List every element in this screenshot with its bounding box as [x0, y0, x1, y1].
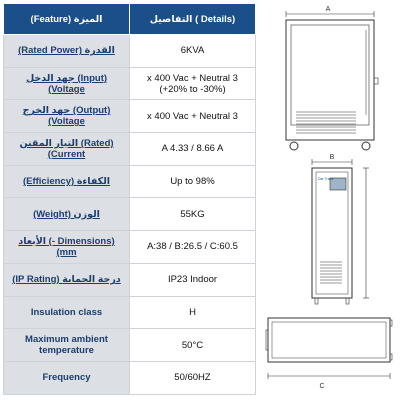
panel-brand-label: Dar Trans — [318, 177, 334, 181]
table-row — [4, 165, 256, 198]
feature-cell: (Efficiency) الكفاءة — [4, 165, 130, 198]
feature-cell: جهد الخرج (Output) (Voltage — [4, 100, 130, 133]
value-cell: IP23 Indoor — [130, 263, 256, 296]
spec-table — [3, 3, 256, 395]
table-row — [4, 35, 256, 68]
table-row — [4, 296, 256, 329]
dimension-a-label: A — [325, 6, 331, 13]
value-cell: 50°C — [130, 329, 256, 362]
dimension-b-label: B — [329, 154, 335, 161]
table-row — [4, 133, 256, 166]
feature-cell: (Weight) الوزن — [4, 198, 130, 231]
dimension-c-label: C — [319, 383, 325, 390]
table-header-row — [4, 4, 256, 35]
table-row — [4, 231, 256, 264]
value-cell: x 400 Vac + Neutral 3 (+20% to -30%) — [130, 67, 256, 100]
technical-drawings — [256, 0, 414, 416]
table-row — [4, 67, 256, 100]
table-row — [4, 263, 256, 296]
feature-cell: Frequency — [4, 361, 130, 394]
side-view-drawing — [286, 11, 378, 150]
table-row — [4, 361, 256, 394]
feature-cell: Maximum ambient temperature — [4, 329, 130, 362]
feature-column-header: (Feature) الميزة — [4, 4, 130, 35]
value-cell: 6KVA — [130, 35, 256, 68]
feature-cell: (Rated Power) القدرة — [4, 35, 130, 68]
value-cell: 50/60HZ — [130, 361, 256, 394]
value-cell: H — [130, 296, 256, 329]
value-cell: Up to 98% — [130, 165, 256, 198]
feature-cell: التيار المقنن (Rated) (Current — [4, 133, 130, 166]
top-view-drawing — [266, 318, 392, 379]
value-cell: A:38 / B:26.5 / C:60.5 — [130, 231, 256, 264]
table-row — [4, 100, 256, 133]
value-cell: A 4.33 / 8.66 A — [130, 133, 256, 166]
table-row — [4, 329, 256, 362]
feature-cell: Insulation class — [4, 296, 130, 329]
value-cell: 55KG — [130, 198, 256, 231]
feature-cell: الأبعاد (- Dimensions) (mm — [4, 231, 130, 264]
value-cell: x 400 Vac + Neutral 3 — [130, 100, 256, 133]
feature-cell: (IP Rating) درجة الحماية — [4, 263, 130, 296]
feature-cell: جهد الدخل (Input) (Voltage — [4, 67, 130, 100]
details-column-header: التفاصيل ( Details) — [130, 4, 256, 35]
table-row — [4, 198, 256, 231]
